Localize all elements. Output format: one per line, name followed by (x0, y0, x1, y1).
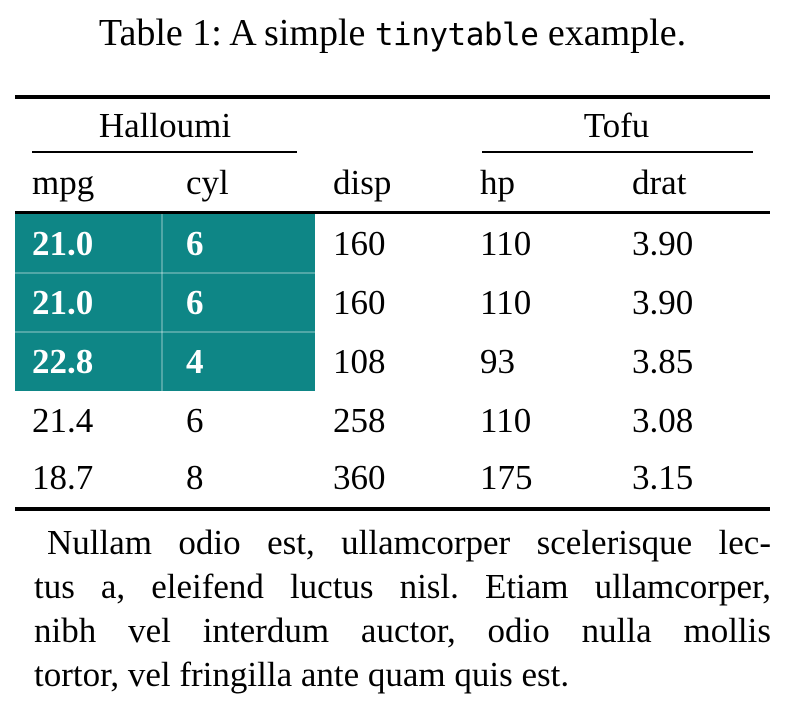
footnote-line: Nullam odio est, ullamcorper scelerisque lec- (47, 523, 771, 562)
table-cell: 21.0 (32, 224, 94, 263)
table-cell: 3.08 (632, 401, 694, 440)
table-cell: 8 (186, 458, 204, 497)
column-header-hp: hp (480, 163, 515, 202)
halloumi-cmidrule (32, 151, 297, 153)
span-header-halloumi: Halloumi (98, 106, 232, 145)
tofu-cmidrule (482, 151, 753, 153)
bottom-rule (15, 507, 770, 511)
caption-code-text: tinytable (374, 17, 539, 53)
column-header-drat: drat (632, 163, 687, 202)
top-rule (15, 95, 770, 99)
table-footnote (34, 521, 771, 697)
caption-suffix: example. (538, 12, 687, 54)
table-cell: 3.85 (632, 342, 694, 381)
table-cell: 21.4 (32, 401, 94, 440)
table-cell: 18.7 (32, 458, 94, 497)
column-header-cyl: cyl (186, 163, 229, 202)
caption-prefix: Table 1: A simple (98, 12, 375, 54)
table-cell: 110 (480, 283, 532, 322)
table-cell: 3.90 (632, 283, 694, 322)
footnote-line: tortor, vel fringilla ante quam quis est. (34, 655, 570, 694)
table-cell: 21.0 (32, 283, 94, 322)
table-cell: 160 (333, 283, 386, 322)
table-cell: 360 (333, 458, 386, 497)
table-cell: 258 (333, 401, 386, 440)
footnote-line: tus a, eleifend luctus nisl. Etiam ullamcorper, (34, 567, 771, 606)
table-cell: 110 (480, 224, 532, 263)
table-cell: 6 (186, 224, 204, 263)
table-cell: 160 (333, 224, 386, 263)
column-header-mpg: mpg (32, 163, 95, 202)
table-cell: 3.15 (632, 458, 694, 497)
table-cell: 175 (480, 458, 533, 497)
table-cell: 6 (186, 283, 204, 322)
table-cell: 93 (480, 342, 515, 381)
column-header-disp: disp (333, 163, 392, 202)
table-cell: 6 (186, 401, 204, 440)
footnote-line: nibh vel interdum auctor, odio nulla mollis (34, 611, 771, 650)
table-cell: 110 (480, 401, 532, 440)
table-cell: 22.8 (32, 342, 94, 381)
table-cell: 4 (186, 342, 204, 381)
highlight-column-separator (161, 214, 163, 391)
span-header-tofu: Tofu (583, 106, 650, 145)
table-cell: 3.90 (632, 224, 694, 263)
table-caption (0, 6, 785, 62)
table-cell: 108 (333, 342, 386, 381)
